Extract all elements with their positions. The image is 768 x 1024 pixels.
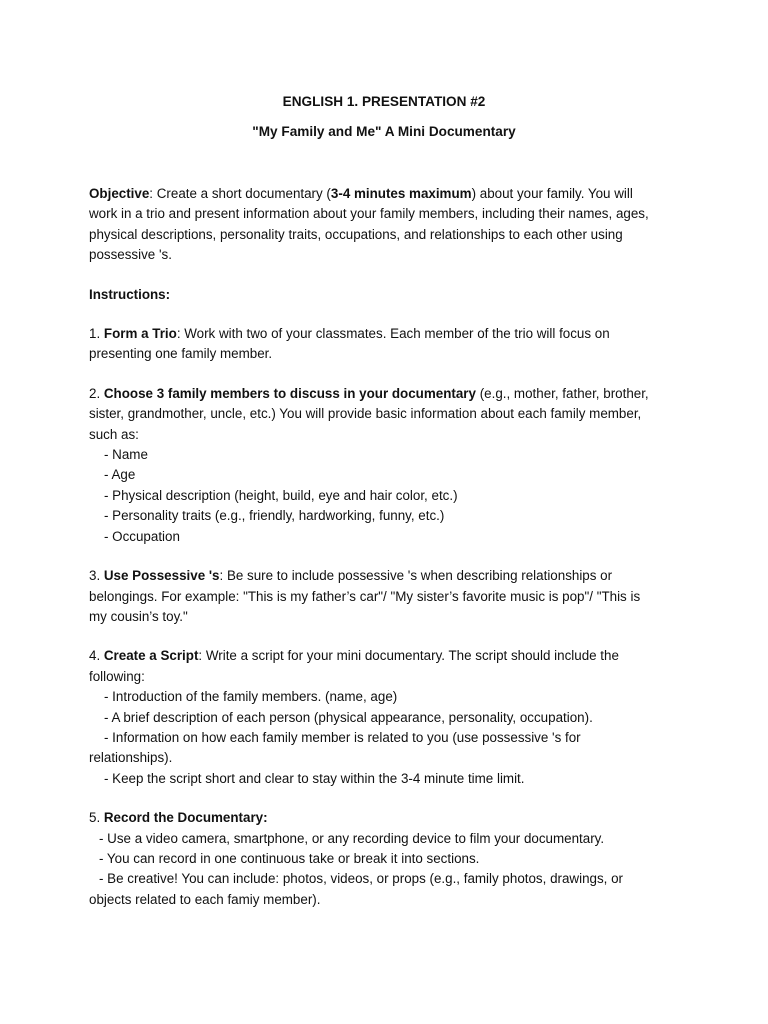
- list-item: - Name: [104, 447, 148, 463]
- objective-duration: 3-4 minutes maximum: [330, 186, 472, 201]
- step-title: Create a Script: [103, 648, 199, 664]
- objective-text-post: ) about your family. You will work in a trio and present information about your family members, including their names, ages, physical descriptions, personality traits, occupations, and relationships to each other using possessive 's.: [89, 186, 649, 263]
- list-item: - Age: [104, 467, 136, 483]
- step-title: Choose 3 family members to discuss in your documentary: [103, 385, 476, 401]
- step-title: Use Possessive 's: [103, 568, 220, 584]
- list-item: - You can record in one continuous take or break it into sections.: [99, 850, 480, 866]
- step-3: [89, 566, 649, 627]
- step-1: [89, 324, 649, 365]
- step-number: 4.: [89, 648, 104, 664]
- step-text: : Write a script for your mini documentary. The script should include the following:: [89, 648, 619, 684]
- step-number: 3.: [89, 568, 104, 584]
- list-item: - Use a video camera, smartphone, or any recording device to film your documentary.: [99, 830, 605, 846]
- step-5: [89, 808, 649, 910]
- step-number: 2.: [89, 385, 104, 401]
- step-4: [89, 646, 649, 789]
- step-text: : Be sure to include possessive 's when describing relationships or belongings. For example: "This is my father’s car"/ "My sister’s favorite music is pop"/ "This is my cousin’s toy.": [89, 568, 641, 624]
- list-item: - A brief description of each person (physical appearance, personality, occupation).: [104, 709, 593, 725]
- list-item: - Physical description (height, build, eye and hair color, etc.): [104, 487, 458, 503]
- objective-paragraph: [89, 184, 649, 266]
- step-number: 1.: [89, 326, 104, 342]
- step-number: 5.: [89, 810, 104, 826]
- list-item: - Occupation: [104, 528, 180, 544]
- instructions-heading: Instructions:: [89, 286, 171, 302]
- step-text: (e.g., mother, father, brother, sister, grandmother, uncle, etc.) You will provide basic information about each family member, such as:: [89, 385, 649, 442]
- objective-label: Objective: [89, 186, 150, 201]
- list-item: - Personality traits (e.g., friendly, hardworking, funny, etc.): [104, 508, 445, 524]
- list-item: - Information on how each family member is related to you (use possessive 's for relationships).: [89, 729, 581, 766]
- step-title: Record the Documentary:: [103, 810, 268, 826]
- step-title: Form a Trio: [103, 326, 177, 342]
- document-title: ENGLISH 1. PRESENTATION #2: [282, 94, 486, 109]
- list-item: - Introduction of the family members. (name, age): [104, 689, 398, 705]
- list-item: - Keep the script short and clear to stay within the 3-4 minute time limit.: [104, 770, 525, 786]
- document-body: [89, 184, 649, 929]
- objective-text-pre: : Create a short documentary (: [149, 186, 331, 201]
- document-subtitle: "My Family and Me" A Mini Documentary: [252, 124, 516, 139]
- list-item: - Be creative! You can include: photos, videos, or props (e.g., family photos, drawings, or objects related to each famiy member).: [89, 871, 624, 907]
- step-text: : Work with two of your classmates. Each member of the trio will focus on presenting one family member.: [89, 326, 610, 362]
- step-2: [89, 384, 649, 547]
